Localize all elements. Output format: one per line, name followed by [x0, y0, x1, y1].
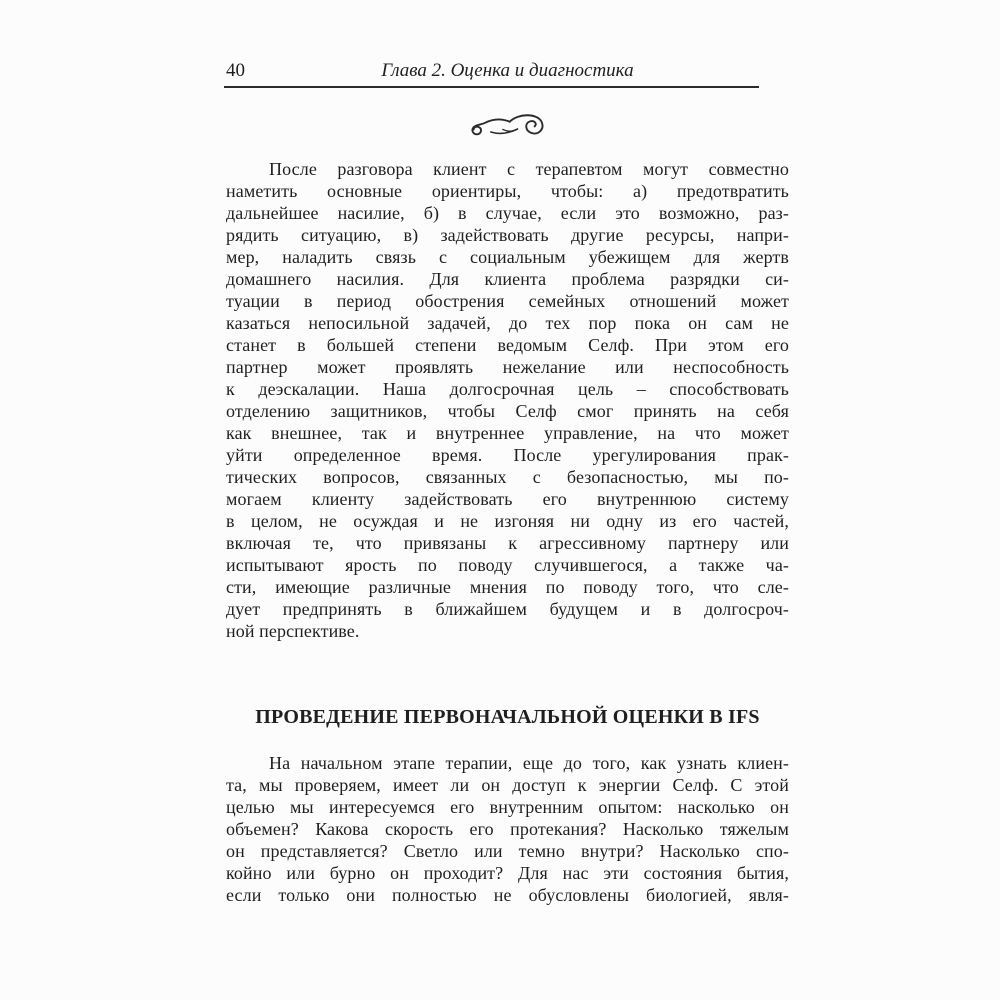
text-line: испытывают ярость по поводу случившегося, а также ча- — [226, 555, 789, 575]
section-heading: ПРОВЕДЕНИЕ ПЕРВОНАЧАЛЬНОЙ ОЦЕНКИ В IFS — [255, 706, 760, 728]
text-line: как внешнее, так и внутреннее управление, на что может — [226, 423, 789, 443]
paragraph-1 — [226, 158, 789, 642]
text-line: включая те, что привязаны к агрессивному партнеру или — [226, 533, 789, 553]
paragraph-2 — [226, 752, 789, 906]
text-line: он представляется? Светло или темно внутри? Насколько спо- — [226, 841, 789, 861]
text-line: На начальном этапе терапии, еще до того, как узнать клиен- — [269, 753, 789, 773]
text-line: если только они полностью не обусловлены биологией, явля- — [226, 885, 789, 905]
text-line: сти, имеющие различные мнения по поводу того, что сле- — [226, 577, 789, 597]
text-line: казаться непосильной задачей, до тех пор пока он сам не — [226, 313, 789, 333]
text-line: дует предпринять в ближайшем будущем и в долгосроч- — [226, 599, 789, 619]
text-line: наметить основные ориентиры, чтобы: а) предотвратить — [226, 181, 789, 201]
header-rule — [224, 86, 759, 88]
text-line: могаем клиенту задействовать его внутреннюю систему — [226, 489, 789, 509]
text-line: тических вопросов, связанных с безопасностью, мы по- — [226, 467, 789, 487]
running-header-title: Глава 2. Оценка и диагностика — [381, 60, 634, 81]
text-line: к деэскалации. Наша долгосрочная цель – способствовать — [226, 379, 789, 399]
text-line: та, мы проверяем, имеет ли он доступ к энергии Селф. С этой — [226, 775, 789, 795]
text-line: отделению защитников, чтобы Селф смог принять на себя — [226, 401, 789, 421]
text-line: в целом, не осуждая и не изгоняя ни одну из его частей, — [226, 511, 789, 531]
page-number: 40 — [226, 60, 245, 81]
text-line: домашнего насилия. Для клиента проблема разрядки си- — [226, 269, 789, 289]
text-line: дальнейшее насилие, б) в случае, если это возможно, раз- — [226, 203, 789, 223]
text-line: объемен? Какова скорость его протекания? Насколько тяжелым — [226, 819, 789, 839]
text-line: койно или бурно он проходит? Для нас эти состояния бытия, — [226, 863, 789, 883]
text-line: рядить ситуацию, в) задействовать другие ресурсы, напри- — [226, 225, 789, 245]
text-line: мер, наладить связь с социальным убежищем для жертв — [226, 247, 789, 267]
text-line: целью мы интересуемся его внутренним опытом: насколько он — [226, 797, 789, 817]
text-line: партнер может проявлять нежелание или неспособность — [226, 357, 789, 377]
text-line: уйти определенное время. После урегулирования прак- — [226, 445, 789, 465]
text-line: туации в период обострения семейных отношений может — [226, 291, 789, 311]
text-line: ной перспективе. — [226, 621, 360, 641]
text-line: После разговора клиент с терапевтом могут совместно — [269, 159, 789, 179]
ornament-container — [226, 110, 789, 147]
text-line: станет в большей степени ведомым Селф. При этом его — [226, 335, 789, 355]
flourish-ornament-icon — [465, 110, 551, 142]
